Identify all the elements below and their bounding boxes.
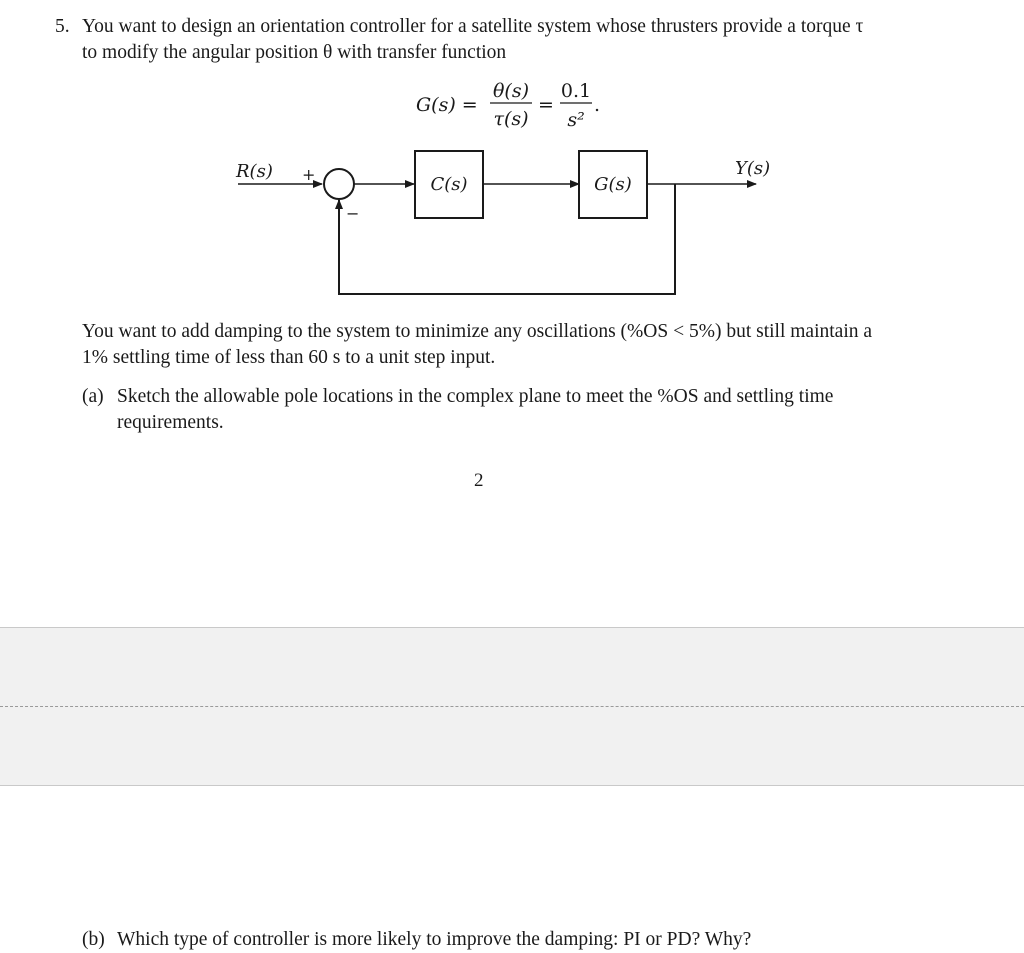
equation-lhs: G(s) =: [416, 94, 478, 116]
block-diagram: [0, 140, 1024, 305]
equation-period: .: [594, 94, 601, 116]
equation-equals: =: [538, 94, 554, 116]
page-break-dashed-line: [0, 706, 1024, 707]
problem-number: 5.: [55, 16, 70, 37]
page-break-band: [0, 627, 1024, 786]
transfer-function-equation: [0, 78, 1024, 138]
fraction-1-denominator: τ(s): [493, 108, 529, 130]
input-signal-label: R(s): [236, 161, 273, 182]
fraction-1-numerator: θ(s): [492, 80, 530, 102]
controller-label: C(s): [430, 174, 468, 195]
page-number: 2: [474, 470, 484, 491]
summing-minus-sign: −: [346, 204, 360, 223]
part-b-text: Which type of controller is more likely to improve the damping: PI or PD? Why?: [117, 929, 752, 950]
part-a-label: (a): [82, 386, 104, 407]
part-a-text-line-1: Sketch the allowable pole locations in the complex plane to meet the %OS and settling time: [117, 386, 834, 407]
problem-text-line-1: You want to design an orientation controller for a satellite system whose thrusters provide a torque τ: [82, 16, 864, 37]
part-a-text-line-2: requirements.: [117, 412, 224, 433]
problem-text-line-2: to modify the angular position θ with transfer function: [82, 42, 507, 63]
paragraph-line-1: You want to add damping to the system to minimize any oscillations (%OS < 5%) but still maintain a: [82, 321, 873, 342]
fraction-2-denominator: s²: [567, 109, 585, 131]
fraction-2-numerator: 0.1: [560, 80, 592, 102]
part-b-label: (b): [82, 929, 105, 950]
summing-junction: [324, 169, 354, 199]
summing-plus-sign: +: [302, 165, 316, 184]
paragraph-line-2: 1% settling time of less than 60 s to a unit step input.: [82, 347, 496, 368]
output-signal-label: Y(s): [735, 158, 771, 179]
plant-label: G(s): [594, 174, 632, 195]
